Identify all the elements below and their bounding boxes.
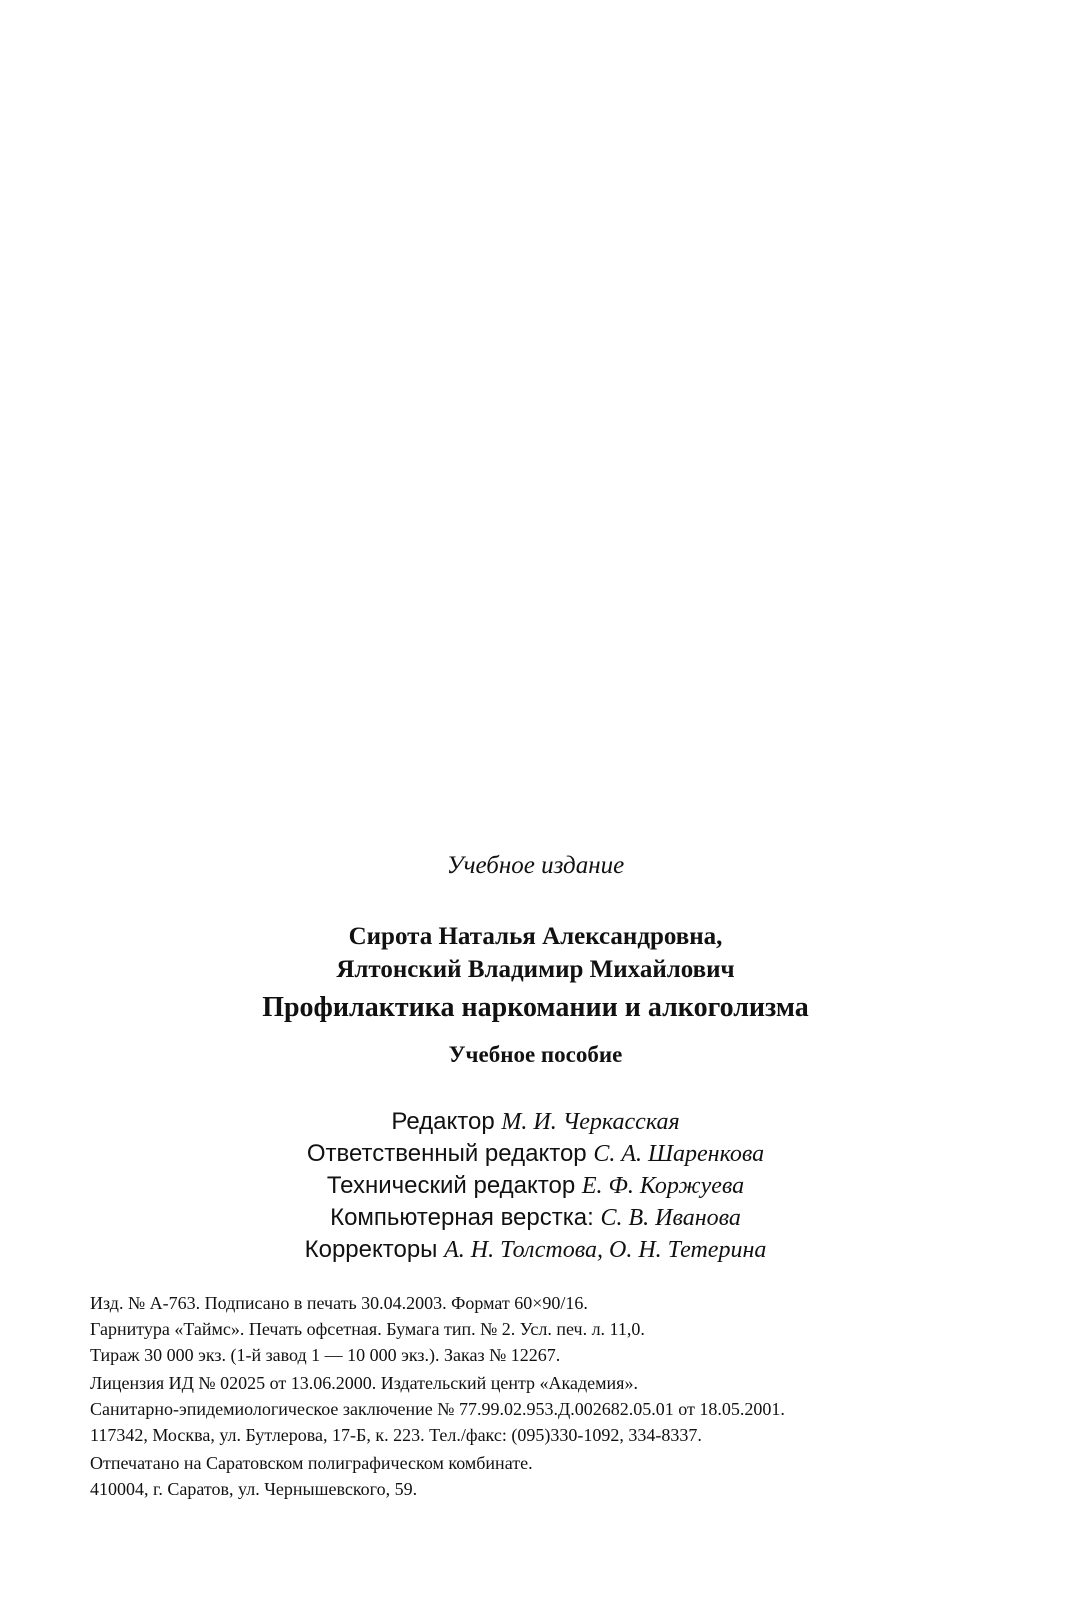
editorial-staff — [0, 1106, 1071, 1266]
edition-type: Учебное издание — [446, 852, 625, 879]
staff-role: Корректоры — [304, 1236, 438, 1263]
staff-line-technical-editor — [0, 1170, 1071, 1202]
staff-role: Ответственный редактор — [306, 1140, 587, 1167]
imprint-line: Тираж 30 000 экз. (1-й завод 1 — 10 000 экз.). Заказ № 12267. — [90, 1345, 561, 1365]
staff-person: А. Н. Толстова, О. Н. Тетерина — [444, 1237, 767, 1263]
imprint-line: Гарнитура «Таймс». Печать офсетная. Бумага тип. № 2. Усл. печ. л. 11,0. — [90, 1319, 645, 1339]
imprint-line: 117342, Москва, ул. Бутлерова, 17-Б, к. 223. Тел./факс: (095)330-1092, 334-8337. — [90, 1425, 702, 1445]
author-2: Ялтонский Владимир Михайлович — [336, 956, 735, 983]
book-title: Профилактика наркомании и алкоголизма — [262, 992, 809, 1023]
staff-line-managing-editor — [0, 1138, 1071, 1170]
imprint-line: Лицензия ИД № 02025 от 13.06.2000. Издательский центр «Академия». — [90, 1373, 638, 1393]
author-1: Сирота Наталья Александровна, — [348, 923, 723, 950]
staff-line-editor — [0, 1106, 1071, 1138]
staff-role: Компьютерная верстка: — [330, 1204, 594, 1231]
staff-role: Технический редактор — [326, 1172, 576, 1199]
authors — [0, 920, 1071, 986]
imprint-license-details — [90, 1370, 1030, 1448]
staff-person: С. А. Шаренкова — [593, 1141, 765, 1167]
imprint-line: Изд. № А-763. Подписано в печать 30.04.2003. Формат 60×90/16. — [90, 1293, 588, 1313]
staff-line-proofreaders — [0, 1234, 1071, 1266]
imprint-line: 410004, г. Саратов, ул. Чернышевского, 59. — [90, 1479, 418, 1499]
book-subtitle: Учебное пособие — [448, 1042, 623, 1067]
imprint-printer-details — [90, 1450, 1030, 1502]
imprint-print-details — [90, 1290, 1030, 1368]
staff-line-layout — [0, 1202, 1071, 1234]
staff-role: Редактор — [391, 1108, 495, 1135]
staff-person: М. И. Черкасская — [501, 1109, 680, 1135]
staff-person: Е. Ф. Коржуева — [581, 1173, 745, 1199]
imprint-line: Санитарно-эпидемиологическое заключение № 77.99.02.953.Д.002682.05.01 от 18.05.2001. — [90, 1399, 785, 1419]
staff-person: С. В. Иванова — [600, 1205, 741, 1231]
imprint-line: Отпечатано на Саратовском полиграфическом комбинате. — [90, 1453, 533, 1473]
